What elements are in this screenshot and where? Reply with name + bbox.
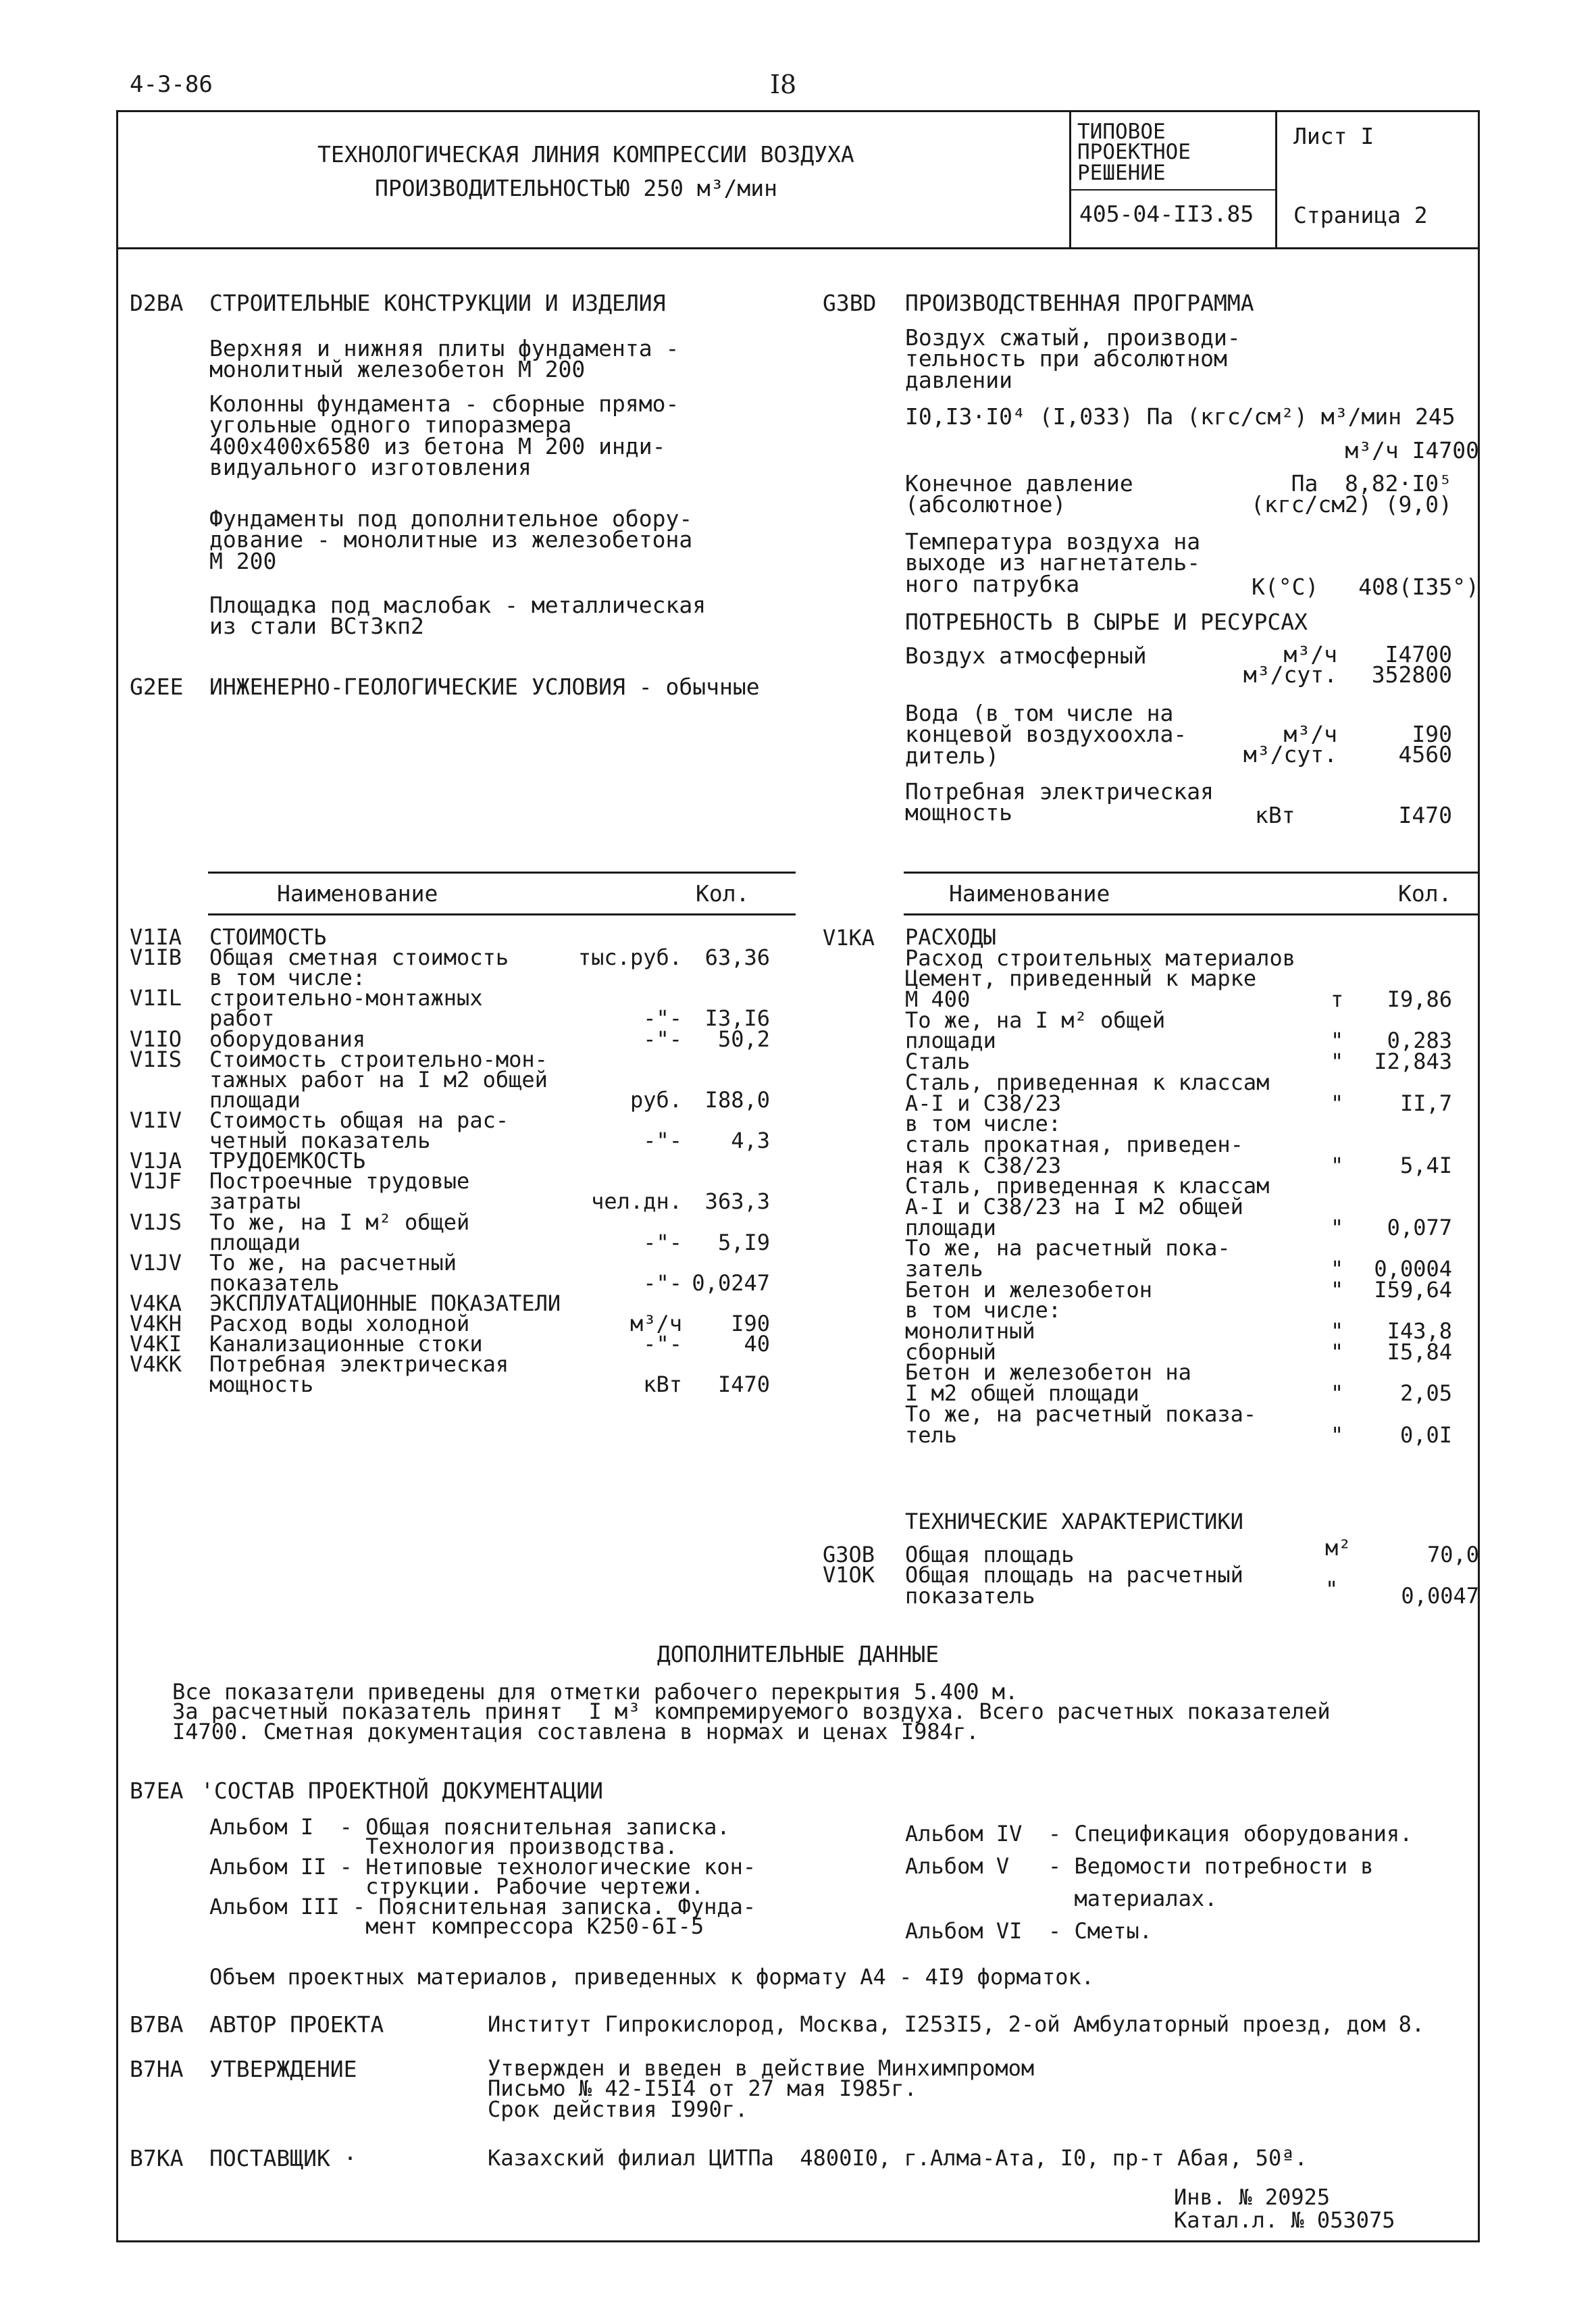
right-table-units: т " " " " " " " " " " " <box>1331 986 1344 1448</box>
albums-left: Альбом I - Общая пояснительная записка. Технология производства. Альбом II - Нетиповые технологические кон- струкции. Рабочие чертежи. Альбом III - Пояснительная записка. Фунда- мент компрессора К250-6I-5 <box>209 1814 756 1940</box>
water-units: м³/ч м³/сут. <box>1243 721 1337 768</box>
tech-names: Общая площадь Общая площадь на расчетный показатель <box>905 1542 1243 1609</box>
atm-air-units: м³/ч м³/сут. <box>1243 641 1337 688</box>
construction-para-1: Верхняя и нижняя плиты фундамента - монолитный железобетон М 200 <box>209 335 679 383</box>
air-hour-line: м³/ч I4700 <box>1345 437 1479 463</box>
construction-para-4: Площадка под маслобак - металлическая из стали ВСт3кп2 <box>209 592 706 640</box>
left-table-values: 63,36 I3,I6 50,2 I88,0 4,3 363,3 5,I9 0,0247 I90 40 I470 <box>692 945 770 1398</box>
frame-bottom <box>116 2240 1480 2242</box>
tech-units: м² " <box>1325 1535 1352 1602</box>
approval-code: B7HA <box>130 2056 184 2082</box>
additional-text: Все показатели приведены для отметки рабочего перекрытия 5.400 м. За расчетный показатель принят I м³ компремируемого воздуха. Всего расчетных показателей I4700. Сметная документация составлена в нормах и ценах I984г. <box>172 1679 1331 1744</box>
left-table-units: тыс.руб. -"- -"- руб. -"- чел.дн. -"- -"- м³/ч -"- кВт <box>577 945 682 1398</box>
title-line-2: ПРОИЗВОДИТЕЛЬНОСТЬЮ 250 м³/мин <box>375 175 778 201</box>
sheet-label: Лист I <box>1293 123 1374 149</box>
left-col-qty: Кол. <box>696 880 750 907</box>
left-table-header-rule <box>208 913 796 915</box>
frame-right <box>1478 110 1480 2242</box>
supplier-code: B7KA <box>130 2145 184 2171</box>
page-number: I8 <box>770 70 797 99</box>
composition-code: B7EA <box>130 1778 184 1804</box>
author-label: АВТОР ПРОЕКТА <box>209 2011 384 2038</box>
inventory-number: Инв. № 20925 <box>1174 2184 1331 2210</box>
left-table-top-rule <box>208 872 796 874</box>
geology-text: ИНЖЕНЕРНО-ГЕОЛОГИЧЕСКИЕ УСЛОВИЯ - обычные <box>209 674 760 700</box>
volume-text: Объем проектных материалов, приведенных к формату А4 - 4I9 форматок. <box>209 1964 1095 1990</box>
atm-air-values: I4700 352800 <box>1371 641 1452 688</box>
code-program: G3BD <box>823 290 877 316</box>
type-label: ТИПОВОЕ ПРОЕКТНОЕ РЕШЕНИЕ <box>1077 120 1191 185</box>
title-line-1: ТЕХНОЛОГИЧЕСКАЯ ЛИНИЯ КОМПРЕССИИ ВОЗДУХА <box>317 141 854 168</box>
right-col-name: Наименование <box>949 880 1110 907</box>
project-number: 405-04-II3.85 <box>1079 201 1254 227</box>
left-col-name: Наименование <box>277 880 438 907</box>
tech-title: ТЕХНИЧЕСКИЕ ХАРАКТЕРИСТИКИ <box>905 1509 1243 1534</box>
code-construction: D2BA <box>130 290 184 316</box>
header-col-divider-2 <box>1275 110 1277 249</box>
air-description: Воздух сжатый, производи- тельность при абсолютном давлении <box>905 324 1241 393</box>
code-geology: G2EE <box>130 674 184 700</box>
author-value: Институт Гипрокислород, Москва, I253I5, 2-ой Амбулаторный проезд, дом 8. <box>488 2011 1425 2037</box>
approval-value: Утвержден и введен в действие Минхимпромом Письмо № 42-I5I4 от 27 мая I985г. Срок действия I990г. <box>488 2055 1035 2122</box>
construction-para-3: Фундаменты под дополнительное обору- дование - монолитные из железобетона М 200 <box>209 505 693 574</box>
composition-title: 'СОСТАВ ПРОЕКТНОЙ ДОКУМЕНТАЦИИ <box>201 1778 604 1804</box>
construction-title: СТРОИТЕЛЬНЫЕ КОНСТРУКЦИИ И ИЗДЕЛИЯ <box>209 290 666 316</box>
temp-value: 408(I35°) <box>1358 574 1479 600</box>
right-table-header-rule <box>904 913 1479 915</box>
atm-air-label: Воздух атмосферный <box>905 643 1147 669</box>
water-values: I90 4560 <box>1398 721 1452 768</box>
catalog-number: Катал.л. № 053075 <box>1174 2207 1395 2233</box>
frame-left <box>116 110 118 2242</box>
final-pressure-label: Конечное давление (абсолютное) <box>905 470 1133 518</box>
power-unit: кВт <box>1255 802 1295 828</box>
additional-title: ДОПОЛНИТЕЛЬНЫЕ ДАННЫЕ <box>657 1641 939 1667</box>
supplier-label: ПОСТАВЩИК · <box>209 2145 357 2171</box>
right-table-top-rule <box>904 872 1479 874</box>
air-pressure-line: I0,I3·I0⁴ (I,033) Па (кгс/см²) м³/мин 245 <box>905 403 1456 430</box>
temp-unit: К(°С) <box>1252 574 1319 600</box>
header-col-divider-1 <box>1069 110 1071 249</box>
right-table-codes: V1KA <box>823 925 875 951</box>
right-table-values: I9,86 0,283 I2,843 II,7 5,4I 0,077 0,0004 I59,64 I43,8 I5,84 2,05 0,0I <box>1374 986 1452 1448</box>
needs-title: ПОТРЕБНОСТЬ В СЫРЬЕ И РЕСУРСАХ <box>905 609 1308 635</box>
supplier-value: Казахский филиал ЦИТПа 4800I0, г.Алма-Ата, I0, пр-т Абая, 50ª. <box>488 2145 1308 2171</box>
albums-right: Альбом IV - Спецификация оборудования. Альбом V - Ведомости потребности в материалах. Альбом VI - Сметы. <box>905 1821 1413 1944</box>
construction-para-2: Колонны фундамента - сборные прямо- угольные одного типоразмера 400x400x6580 из бетона М 200 инди- видуального изготовления <box>209 391 679 481</box>
power-value: I470 <box>1398 802 1452 828</box>
water-label: Вода (в том числе на концевой воздухоохла- дитель) <box>905 700 1187 769</box>
approval-label: УТВЕРЖДЕНИЕ <box>209 2056 357 2082</box>
left-table-codes: V1IA V1IB V1IL V1IO V1IS V1IV V1JA V1JF V1JS V1JV V4KA V4KH V4KI V4KK <box>130 924 182 1378</box>
program-title: ПРОИЗВОДСТВЕННАЯ ПРОГРАММА <box>905 290 1254 316</box>
left-table-names: СТОИМОСТЬ Общая сметная стоимость в том числе: строительно-монтажных работ оборудования Стоимость строительно-мон- тажных работ на I м2 общей площади Стоимость общая на рас- четный показатель ТРУДОЕМКОСТЬ Построечные трудовые затраты То же, на I м² общей площади То же, на расчетный показатель ЭКСПЛУАТАЦИОННЫЕ ПОКАЗАТЕЛИ Расход воды холодной Канализационные стоки Потребная электрическая мощность <box>209 924 561 1398</box>
tech-values: 70,0 0,0047 <box>1401 1542 1479 1609</box>
right-col-qty: Кол. <box>1398 880 1452 907</box>
tech-codes: G3OB V1OK <box>823 1542 875 1588</box>
header-cell-divider <box>1069 189 1275 191</box>
page-label: Страница 2 <box>1293 202 1428 228</box>
right-table-edge <box>1478 913 1480 954</box>
author-code: B7BA <box>130 2011 184 2038</box>
power-label: Потребная электрическая мощность <box>905 778 1214 826</box>
doc-code: 4-3-86 <box>130 71 213 98</box>
temp-label: Температура воздуха на выходе из нагнетатель- ного патрубка <box>905 528 1201 597</box>
right-table-names: РАСХОДЫ Расход строительных материалов Цемент, приведенный к марке М 400 То же, на I м² общей площади Сталь Сталь, приведенная к классам А-I и С38/23 в том числе: сталь прокатная, приведен- ная к С38/23 Сталь, приведенная к классам А-I и С38/23 на I м2 общей площади То же, на расчетный пока- затель Бетон и железобетон в том числе: монолитный сборный Бетон и железобетон на I м2 общей площади То же, на расчетный показа- тель <box>905 924 1295 1448</box>
frame-top <box>116 110 1478 112</box>
final-pressure-value: Па 8,82·I0⁵ (кгс/см2) (9,0) <box>1250 470 1452 518</box>
